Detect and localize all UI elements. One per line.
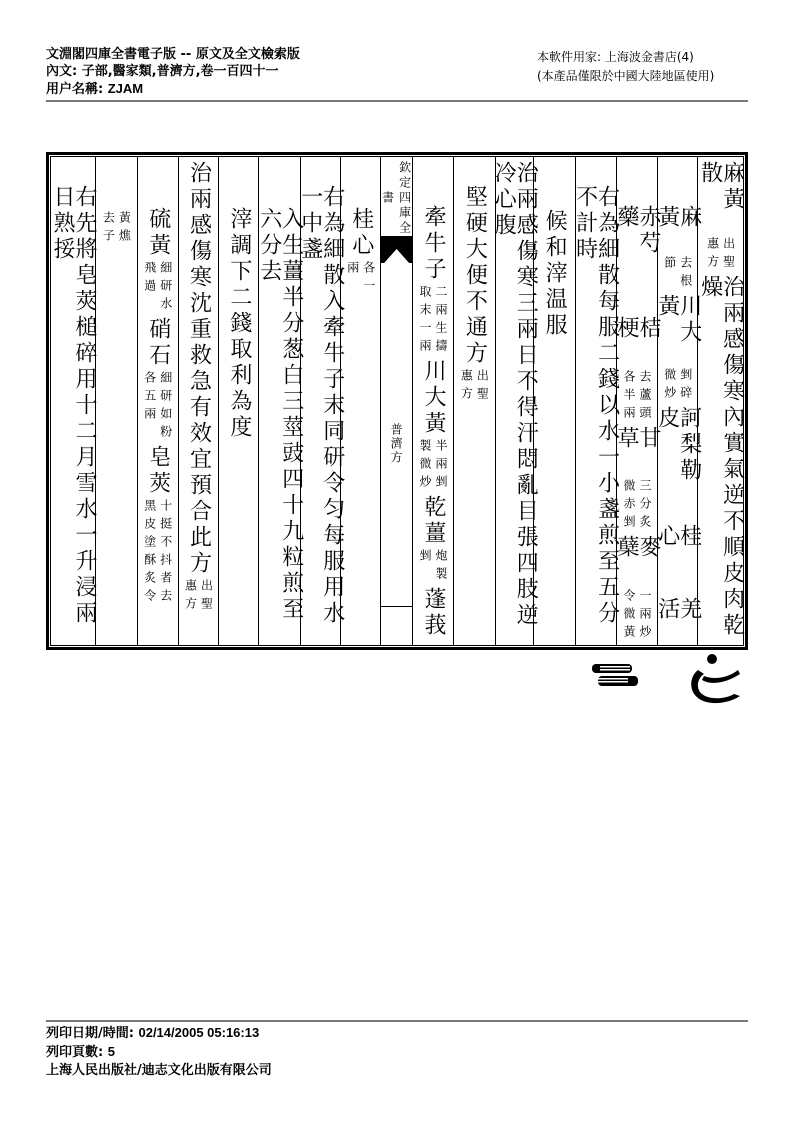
header-divider	[46, 100, 748, 102]
annotation-line: 節	[662, 255, 677, 274]
annotation	[623, 370, 651, 424]
column-text: 治兩感傷寒三兩日不得汗悶亂目張四肢逆冷心腹	[491, 161, 539, 629]
text-column	[95, 157, 137, 645]
print-footer	[46, 1024, 272, 1080]
text-column	[51, 157, 95, 645]
annotation-line: 去根	[678, 255, 693, 292]
annotation-line: 去蘆頭	[637, 369, 652, 424]
annotation-line: 各半兩	[621, 369, 636, 424]
column-text: 治兩感傷寒沈重救急有效宜預合此方	[186, 161, 212, 577]
document-header	[46, 46, 300, 98]
annotation	[664, 368, 692, 404]
usage-restriction: (本產品僅限於中國大陸地區使用)	[537, 69, 715, 83]
annotation-line: 一兩炒	[637, 589, 652, 643]
annotation-line: 取末一兩	[418, 285, 433, 357]
annotation	[460, 369, 488, 405]
user-name: ZJAM	[107, 81, 144, 96]
column-text: 滓調下二錢取利為度	[226, 207, 252, 441]
annotation-line: 細研如粉	[158, 371, 173, 443]
text-column	[178, 157, 219, 645]
column-text: 堅硬大便不通方	[462, 185, 488, 367]
column-text: 入生薑半分葱白三莖豉四十九粒煎至六分去	[256, 207, 304, 623]
text-column	[137, 157, 178, 645]
center-fold-column	[380, 157, 412, 645]
publisher-name: 上海人民出版社/迪志文化出版有限公司	[46, 1063, 272, 1078]
column-text: 甘草	[613, 425, 661, 452]
annotation	[144, 499, 172, 607]
annotation-line: 剉碎	[678, 368, 693, 405]
annotation	[185, 579, 213, 615]
print-datetime-label: 列印日期/時間:	[46, 1026, 139, 1041]
annotation-line: 飛過	[142, 261, 157, 297]
column-text: 麥蘖	[613, 535, 661, 562]
annotation-line: 剉	[418, 549, 433, 567]
annotation-line: 令微黃	[621, 589, 636, 643]
annotation-line: 出聖	[475, 369, 490, 405]
column-text: 牽牛子	[421, 205, 447, 283]
print-pages-line	[46, 1043, 272, 1062]
annotation-line: 黑皮塗酥炙令	[142, 499, 157, 607]
text-column	[613, 157, 661, 645]
column-text: 川大黃	[421, 359, 447, 437]
print-pages: 5	[107, 1044, 115, 1059]
fold-divider	[381, 606, 412, 607]
text-column	[297, 157, 345, 645]
book-title: 普濟方	[389, 423, 404, 465]
annotation	[419, 285, 447, 357]
column-text: 蓬莪	[421, 587, 447, 639]
content-path: 內文: 子部,醫家類,普濟方,卷一百四十一	[46, 64, 279, 79]
prescription-title: 麻黃散	[697, 161, 745, 213]
column-text: 桂心	[654, 523, 702, 550]
column-text: 桔梗	[613, 316, 661, 343]
annotation-line: 微赤剉	[621, 479, 636, 534]
text-column	[697, 157, 743, 645]
text-column	[340, 157, 380, 645]
annotation	[623, 479, 651, 533]
text-column	[453, 157, 495, 645]
print-datetime: 02/14/2005 05:16:13	[138, 1025, 260, 1040]
product-title: 文淵閣四庫全書電子版 -- 原文及全文檢索版	[46, 47, 300, 62]
annotation-line: 三分炙	[637, 479, 652, 534]
text-column	[218, 157, 258, 645]
fishtail-mark-icon	[381, 236, 412, 263]
column-text: 乾薑	[421, 495, 447, 547]
column-text: 右為細散每服二錢以水一小盞煎至五分不計時	[572, 185, 620, 627]
user-line	[46, 80, 300, 98]
annotation-line: 出聖	[721, 237, 736, 273]
annotation-line: 惠方	[459, 369, 474, 405]
annotation-line: 二兩生擣	[434, 285, 449, 357]
annotation	[347, 261, 375, 297]
text-column	[491, 157, 539, 645]
annotation-line: 細研水	[158, 261, 173, 315]
column-text: 麻黃	[654, 205, 702, 231]
annotation	[102, 211, 130, 247]
column-text: 桂心	[348, 207, 374, 259]
annotation	[419, 439, 447, 493]
annotation	[144, 371, 172, 443]
annotation	[419, 549, 447, 585]
column-text: 羌活	[654, 596, 702, 623]
column-text: 皂莢	[145, 445, 171, 497]
column-text: 訶梨勒皮	[654, 406, 702, 485]
text-column	[654, 157, 702, 645]
print-datetime-line	[46, 1024, 272, 1043]
annotation-line: 惠方	[183, 579, 198, 615]
annotation-line: 炮製	[434, 549, 449, 585]
text-columns	[50, 156, 744, 646]
column-text: 川大黃	[654, 293, 702, 346]
annotation-line: 半兩剉	[434, 439, 449, 493]
annotation	[707, 237, 735, 273]
annotation-line: 各一	[361, 261, 376, 297]
licensee: 本軟件用家: 上海波金書店(4)	[537, 50, 694, 64]
annotation	[144, 261, 172, 315]
column-text: 右先將皂莢槌碎用十二月雪水一升浸兩日熟挼	[49, 185, 97, 627]
column-text: 右為細散入牽牛子末同研令匀每服用水一中盞	[297, 185, 345, 627]
page-frame	[46, 152, 748, 650]
annotation-line: 出聖	[199, 579, 214, 615]
publisher-logo-brush-icon	[684, 652, 746, 712]
print-pages-label: 列印頁數:	[46, 1045, 108, 1060]
collection-title: 欽定四庫全書	[380, 161, 412, 236]
footer-divider	[46, 1020, 748, 1022]
column-text: 硫黃	[145, 207, 171, 259]
annotation-line: 兩	[345, 261, 360, 279]
annotation-line: 製微炒	[418, 439, 433, 493]
column-text: 治兩感傷寒內實氣逆不順皮肉乾燥	[697, 275, 745, 639]
annotation-line: 十挺不抖者去	[158, 499, 173, 607]
text-column	[256, 157, 304, 645]
annotation	[623, 589, 651, 643]
user-label: 用户名稱:	[46, 82, 108, 97]
annotation-line: 黃燋	[117, 211, 132, 247]
annotation	[664, 256, 692, 292]
column-text: 硝石	[145, 317, 171, 369]
column-text: 赤芍藥	[613, 205, 661, 257]
license-info	[537, 48, 714, 86]
column-text: 候和滓温服	[542, 209, 568, 339]
annotation-line: 去子	[101, 211, 116, 247]
publisher-logo-books-icon	[590, 652, 642, 700]
annotation-line: 惠方	[705, 237, 720, 273]
text-column	[412, 157, 453, 645]
text-column	[533, 157, 575, 645]
annotation-line: 微炒	[662, 368, 677, 405]
annotation-line: 各五兩	[142, 371, 157, 425]
text-column	[572, 157, 620, 645]
